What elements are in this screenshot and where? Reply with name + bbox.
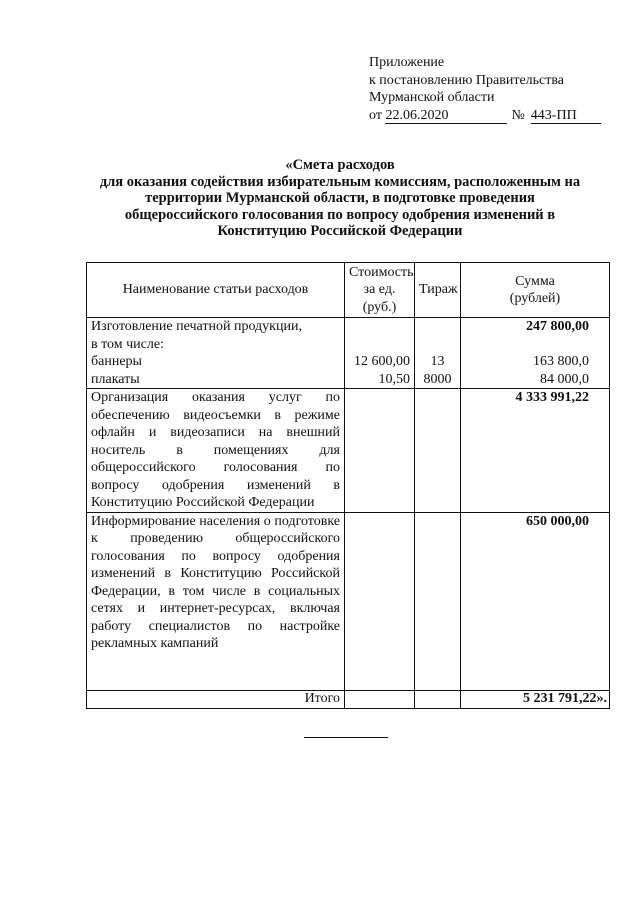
header-cost <box>345 263 415 318</box>
banners-tirazh: 13 <box>430 354 445 369</box>
info-tirazh <box>415 512 461 690</box>
table-row <box>87 512 610 690</box>
total-tirazh <box>415 690 461 708</box>
resolution-number: 443-ПП <box>531 109 601 124</box>
expense-table <box>86 262 610 709</box>
posters-name: плакаты <box>91 371 140 387</box>
info-name: Информирование населения о подготовке к проведению общероссийского голосования по вопросу одобрения изменений в Конституцию Российской Федерации, в том числе в социальных сетях и интернет-ресурсах, включая работу специалистов по настройке рекламных кампаний <box>87 512 345 690</box>
print-sum-cell <box>461 318 610 389</box>
table-row <box>87 318 610 389</box>
header-sum-line2: (рублей) <box>509 291 561 306</box>
banners-cost: 12 600,00 <box>354 354 410 369</box>
title-line-2: для оказания содействия избирательным комиссиям, расположенным на <box>99 173 581 190</box>
closing-line <box>304 737 388 738</box>
date-prefix: от <box>369 107 382 123</box>
posters-cost: 10,50 <box>378 371 410 387</box>
print-name-line2: в том числе: <box>91 336 164 352</box>
print-name-cell <box>87 318 345 389</box>
print-sum: 247 800,00 <box>526 319 589 334</box>
title-line-5: Конституцию Российской Федерации <box>217 223 463 239</box>
table-header-row <box>87 263 610 318</box>
appendix-date-number <box>369 107 601 125</box>
total-cost <box>345 690 415 708</box>
number-label: № <box>511 107 525 123</box>
total-row <box>87 690 610 708</box>
table-row <box>87 389 610 513</box>
print-tirazh-cell <box>415 318 461 389</box>
appendix-block <box>369 54 601 124</box>
print-cost-cell <box>345 318 415 389</box>
header-name: Наименование статьи расходов <box>87 263 345 318</box>
title-line-4: общероссийского голосования по вопросу одобрения изменений в <box>124 206 556 223</box>
title-line-1: «Смета расходов <box>285 157 395 173</box>
print-name-line1: Изготовление печатной продукции, <box>91 319 302 334</box>
total-label: Итого <box>87 690 345 708</box>
posters-tirazh: 8000 <box>423 371 452 387</box>
total-sum: 5 231 791,22». <box>461 690 610 708</box>
info-cost <box>345 512 415 690</box>
video-cost <box>345 389 415 513</box>
title-line-3: территории Мурманской области, в подготовке проведения <box>145 190 535 206</box>
resolution-date: 22.06.2020 <box>385 109 507 124</box>
header-cost-line1: Стоимость <box>349 264 414 280</box>
document-title <box>60 157 620 240</box>
video-name: Организация оказания услуг по обеспечению видеосъемки в режиме офлайн и видеозаписи на внешний носитель в помещениях для общероссийского голосования по вопросу одобрения изменений в Конституцию Российской Федерации <box>87 389 345 513</box>
header-tirazh: Тираж <box>415 263 461 318</box>
header-sum-line1: Сумма <box>515 273 555 289</box>
appendix-region: Мурманской области <box>369 90 495 105</box>
info-sum: 650 000,00 <box>461 512 610 690</box>
header-sum <box>461 263 610 318</box>
appendix-title: Приложение <box>369 55 445 70</box>
header-cost-line2: за ед. <box>363 282 396 298</box>
banners-sum: 163 800,0 <box>533 354 589 369</box>
appendix-resolution: к постановлению Правительства <box>369 72 565 88</box>
video-tirazh <box>415 389 461 513</box>
header-cost-line3: (руб.) <box>362 299 397 315</box>
banners-name: баннеры <box>91 354 142 369</box>
video-sum: 4 333 991,22 <box>461 389 610 513</box>
posters-sum: 84 000,0 <box>540 371 589 387</box>
